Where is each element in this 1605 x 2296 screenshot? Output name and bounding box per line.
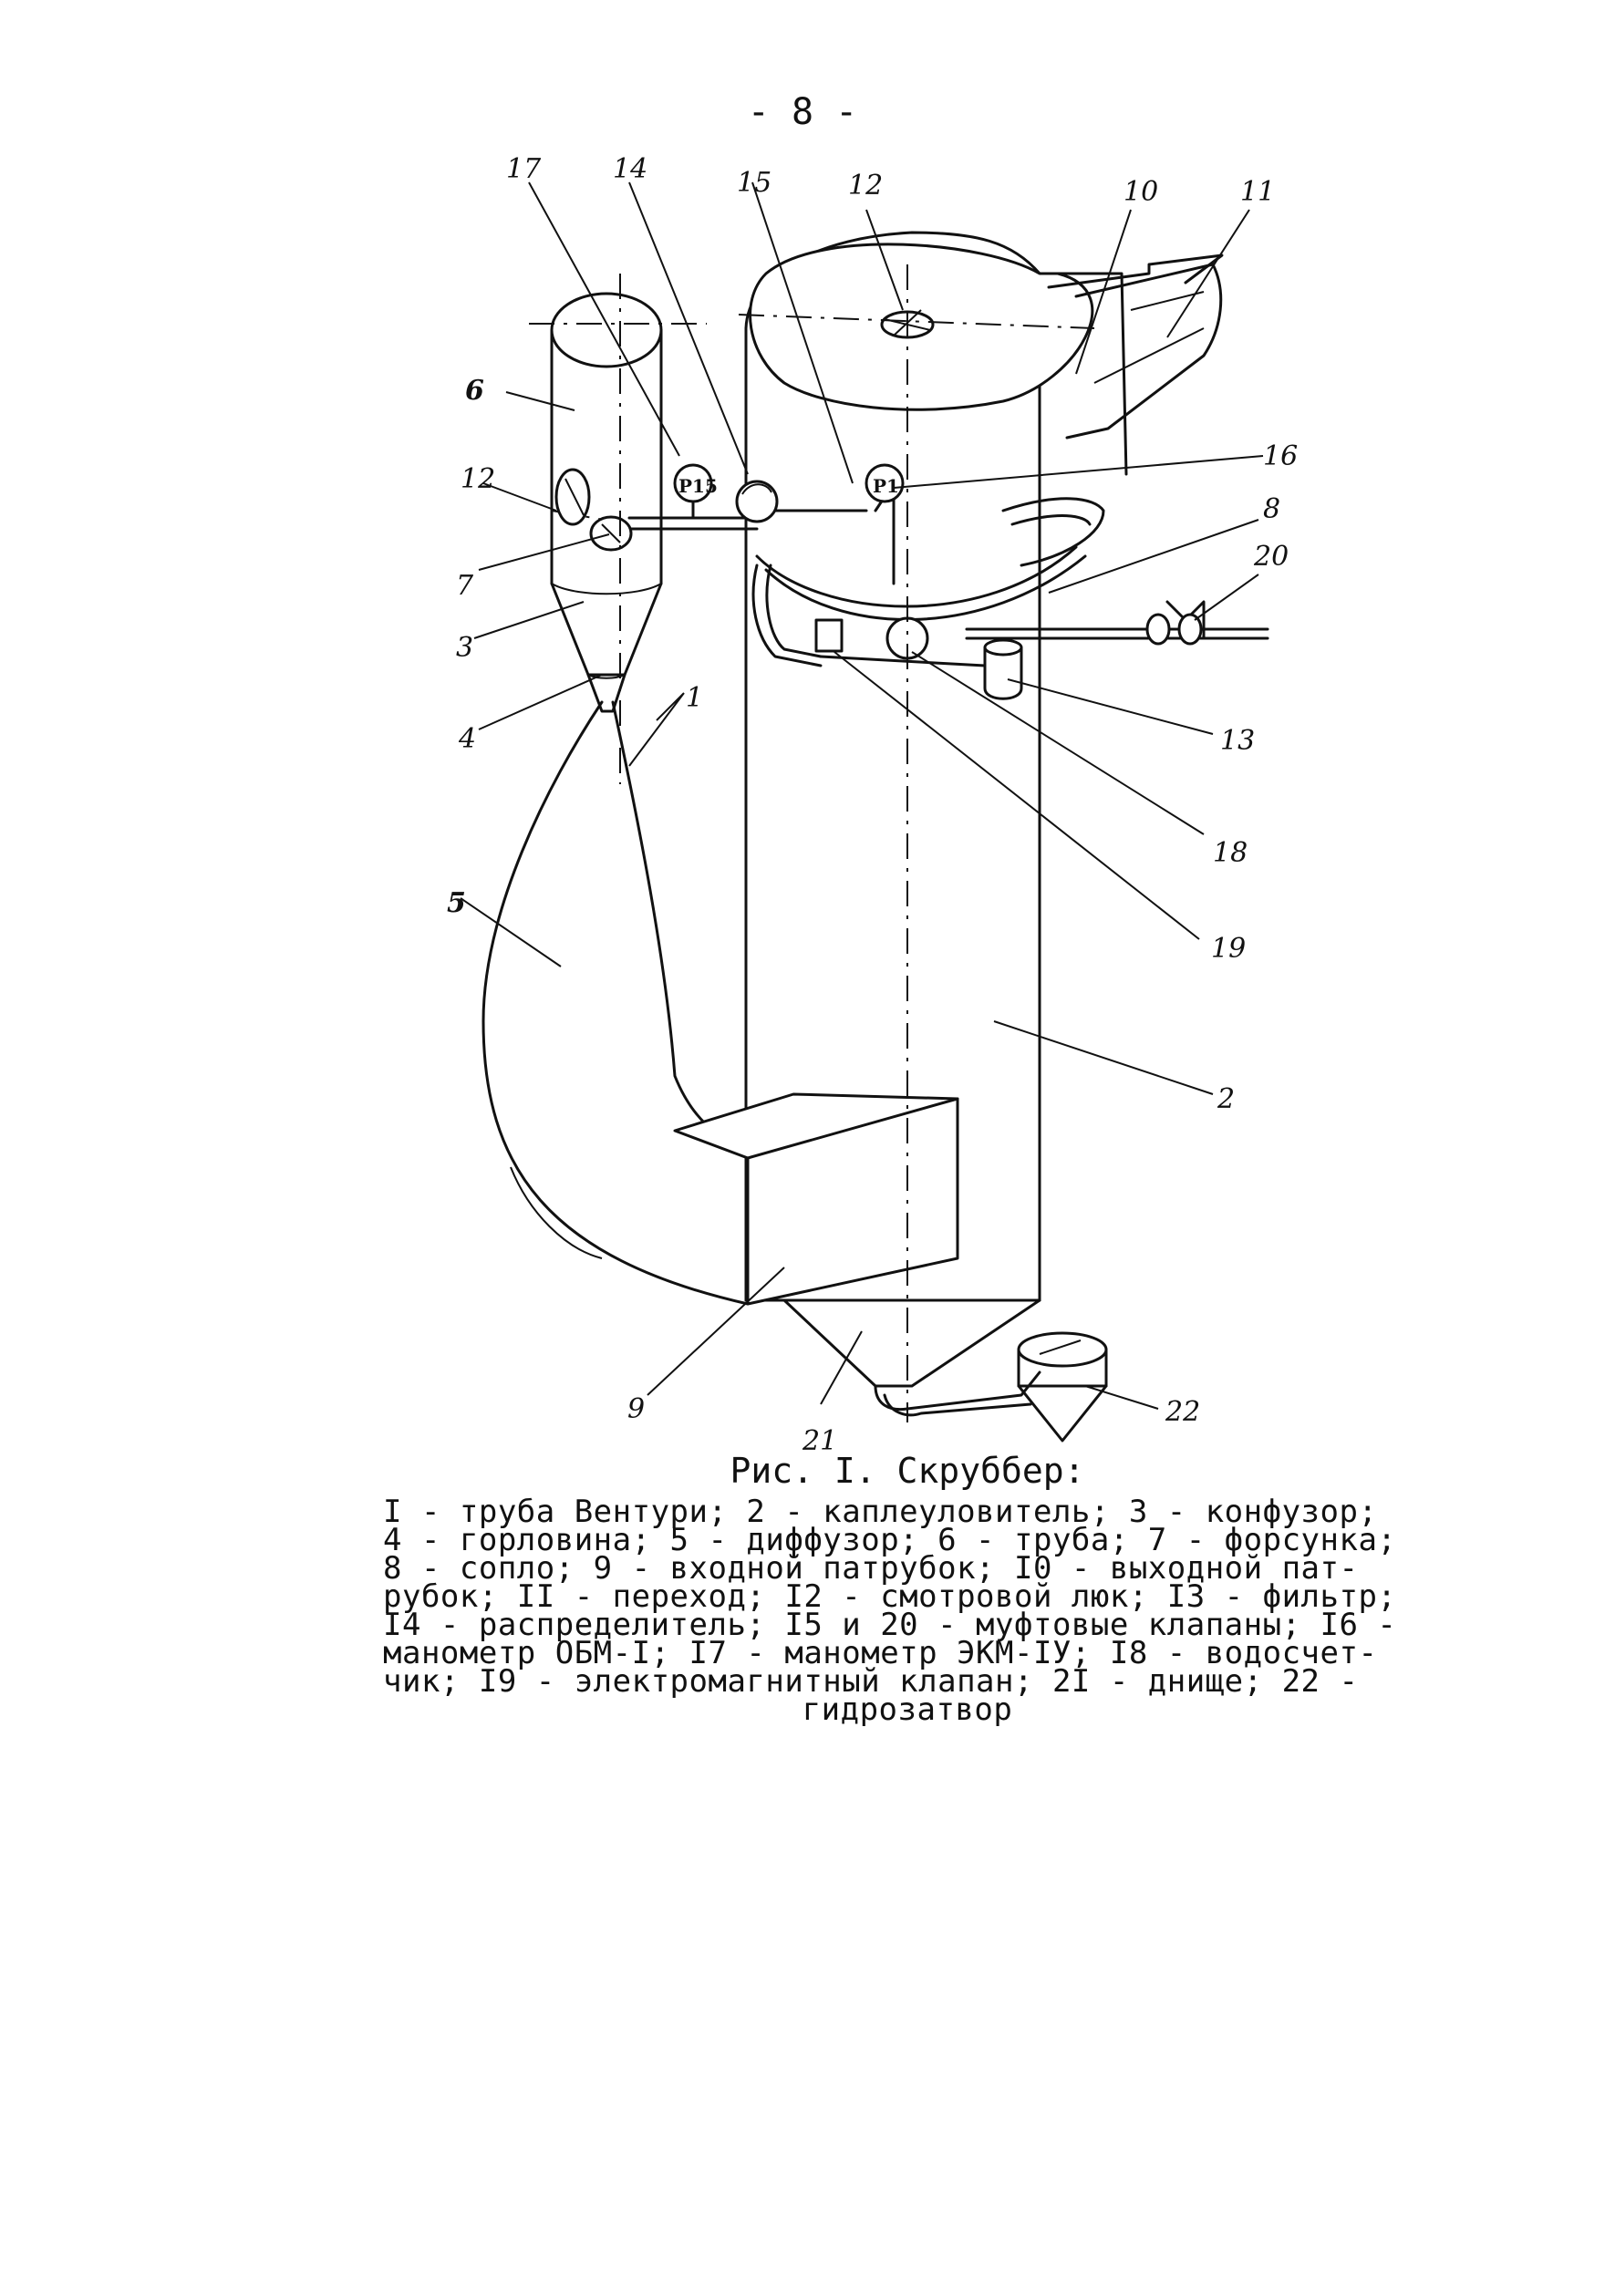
gauge-p15-label: P15 [678, 475, 718, 497]
gauge-p1-label: P1 [873, 475, 899, 497]
outlet-nozzle [751, 244, 1222, 438]
label-11: 11 [1240, 176, 1276, 208]
label-13: 13 [1220, 725, 1256, 757]
label-17: 17 [506, 153, 542, 185]
label-9: 9 [627, 1393, 646, 1425]
caption-line: I - труба Вентури; 2 - каплеуловитель; 3 - конфузор; [383, 1494, 1378, 1530]
caption-line: I4 - распределитель; I5 и 20 - муфтовые клапаны; I6 - [383, 1607, 1397, 1643]
caption-line: манометр ОБМ-I; I7 - манометр ЭКМ-IУ; I8 - водосчет- [383, 1635, 1378, 1671]
filter [985, 640, 1021, 698]
label-14: 14 [613, 153, 648, 185]
label-22: 22 [1165, 1396, 1201, 1428]
label-8: 8 [1263, 493, 1281, 525]
label-2: 2 [1217, 1083, 1236, 1115]
gauge-p15 [675, 465, 718, 518]
caption-line: 4 - горловина; 5 - диффузор; 6 - труба; 7 - форсунка; [383, 1522, 1397, 1558]
label-18: 18 [1213, 837, 1248, 869]
label-3: 3 [456, 632, 474, 664]
label-4: 4 [459, 723, 477, 755]
label-19: 19 [1211, 933, 1247, 965]
label-10: 10 [1124, 176, 1159, 208]
spray-nozzle [591, 517, 631, 550]
figure-caption [383, 1451, 1432, 1728]
caption-line: 8 - сопло; 9 - входной патрубок; I0 - выходной пат- [383, 1550, 1359, 1587]
caption-line: рубок; II - переход; I2 - смотровой люк; I3 - фильтр; [383, 1578, 1397, 1615]
diffuser-bend [483, 702, 748, 1304]
distributor-ring [757, 499, 1103, 620]
label-15: 15 [737, 167, 772, 199]
label-21: 21 [802, 1425, 838, 1457]
label-12-top: 12 [848, 170, 884, 202]
tank-bottom-cone [784, 1300, 1040, 1386]
solenoid-valve [816, 620, 842, 651]
page-number: - 8 - [747, 91, 858, 133]
label-16: 16 [1263, 440, 1299, 472]
caption-line: чик; I9 - электромагнитный клапан; 2I - днище; 22 - [383, 1663, 1359, 1700]
inlet-nozzle [675, 1094, 958, 1304]
label-12-side: 12 [461, 463, 496, 495]
inspection-hatch-venturi [556, 470, 589, 524]
label-20: 20 [1254, 541, 1289, 573]
caption-title: Рис. I. Скруббер: [730, 1451, 1085, 1491]
caption-line: гидрозатвор [802, 1691, 1013, 1728]
label-1: 1 [686, 682, 704, 714]
label-7: 7 [456, 570, 474, 602]
label-6: 6 [465, 375, 484, 407]
gauge-p1 [866, 465, 903, 502]
distributor [737, 481, 777, 522]
label-5: 5 [447, 887, 466, 919]
